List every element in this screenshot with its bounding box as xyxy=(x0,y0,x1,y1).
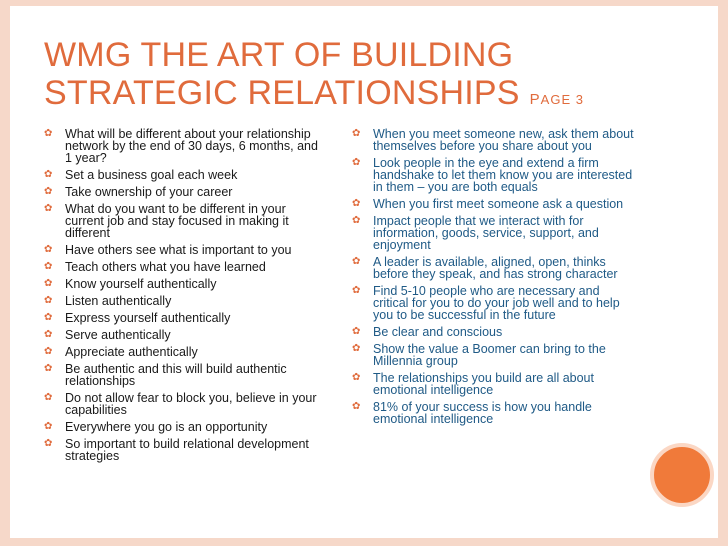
bullet-text: So important to build relational development strategies xyxy=(65,437,309,463)
flower-bullet-icon: ✿ xyxy=(44,346,53,357)
flower-bullet-icon: ✿ xyxy=(352,157,361,168)
bullet-item xyxy=(352,157,636,193)
left-bullet-list xyxy=(44,128,322,462)
slide-frame-left xyxy=(0,0,10,546)
bullet-text: What do you want to be different in your current job and stay focused in making it different xyxy=(65,202,289,240)
flower-bullet-icon: ✿ xyxy=(352,198,361,209)
flower-bullet-icon: ✿ xyxy=(352,401,361,412)
bullet-text: Look people in the eye and extend a firm handshake to let them know you are interested in them – you are both equals xyxy=(373,156,633,194)
flower-bullet-icon: ✿ xyxy=(44,392,53,403)
bullet-item xyxy=(44,244,322,256)
flower-bullet-icon: ✿ xyxy=(352,372,361,383)
bullet-text: Know yourself authentically xyxy=(65,277,217,291)
bullet-text: Everywhere you go is an opportunity xyxy=(65,420,268,434)
bullet-text: When you meet someone new, ask them about themselves before you share about you xyxy=(373,127,634,153)
bullet-item xyxy=(352,343,636,367)
bullet-text: Serve authentically xyxy=(65,328,171,342)
bullet-text: Teach others what you have learned xyxy=(65,260,266,274)
bullet-item xyxy=(44,203,322,239)
bullet-item xyxy=(352,128,636,152)
slide-frame-right xyxy=(718,0,728,546)
bullet-text: A leader is available, aligned, open, thinks before they speak, and has strong character xyxy=(373,255,618,281)
flower-bullet-icon: ✿ xyxy=(44,312,53,323)
flower-bullet-icon: ✿ xyxy=(352,215,361,226)
bullet-text: Appreciate authentically xyxy=(65,345,198,359)
bullet-text: Find 5-10 people who are necessary and critical for you to do your job well and to help you to be successful in the future xyxy=(373,284,620,322)
bullet-item xyxy=(352,285,636,321)
flower-bullet-icon: ✿ xyxy=(44,438,53,449)
bullet-text: Do not allow fear to block you, believe in your capabilities xyxy=(65,391,317,417)
flower-bullet-icon: ✿ xyxy=(352,128,361,139)
bullet-text: Take ownership of your career xyxy=(65,185,233,199)
slide-title xyxy=(44,36,684,119)
flower-bullet-icon: ✿ xyxy=(44,128,53,139)
flower-bullet-icon: ✿ xyxy=(44,186,53,197)
right-bullet-list xyxy=(352,128,636,425)
bullet-item xyxy=(44,363,322,387)
bullet-item xyxy=(44,261,322,273)
flower-bullet-icon: ✿ xyxy=(352,343,361,354)
flower-bullet-icon: ✿ xyxy=(44,278,53,289)
flower-bullet-icon: ✿ xyxy=(44,169,53,180)
bullet-item xyxy=(352,401,636,425)
page-subtitle xyxy=(530,92,584,107)
bullet-item xyxy=(44,421,322,433)
right-bullet-column xyxy=(352,128,636,430)
bullet-item xyxy=(44,346,322,358)
bullet-item xyxy=(44,186,322,198)
bullet-text: Be authentic and this will build authentic relationships xyxy=(65,362,287,388)
bullet-text: The relationships you build are all about emotional intelligence xyxy=(373,371,594,397)
bullet-item xyxy=(352,256,636,280)
page-subtitle-rest: AGE 3 xyxy=(540,92,584,107)
bullet-item xyxy=(44,438,322,462)
bullet-item xyxy=(352,215,636,251)
bullet-text: Listen authentically xyxy=(65,294,172,308)
bullet-text: Show the value a Boomer can bring to the Millennia group xyxy=(373,342,606,368)
flower-bullet-icon: ✿ xyxy=(44,329,53,340)
bullet-text: What will be different about your relationship network by the end of 30 days, 6 months, and 1 year? xyxy=(65,127,318,165)
bullet-item xyxy=(44,278,322,290)
bullet-text: When you first meet someone ask a question xyxy=(373,197,624,211)
decorative-circle xyxy=(650,443,714,507)
page-subtitle-initial: P xyxy=(529,91,541,108)
slide-frame-bottom xyxy=(0,538,728,546)
left-bullet-column xyxy=(44,128,322,467)
bullet-item xyxy=(44,128,322,164)
bullet-item xyxy=(352,326,636,338)
bullet-text: Set a business goal each week xyxy=(65,168,238,182)
flower-bullet-icon: ✿ xyxy=(44,203,53,214)
bullet-text: Impact people that we interact with for information, goods, service, support, and enjoyment xyxy=(373,214,599,252)
flower-bullet-icon: ✿ xyxy=(44,421,53,432)
flower-bullet-icon: ✿ xyxy=(44,244,53,255)
bullet-text: Have others see what is important to you xyxy=(65,243,292,257)
flower-bullet-icon: ✿ xyxy=(352,326,361,337)
bullet-item xyxy=(44,312,322,324)
bullet-item xyxy=(44,392,322,416)
flower-bullet-icon: ✿ xyxy=(352,285,361,296)
flower-bullet-icon: ✿ xyxy=(44,295,53,306)
bullet-item xyxy=(44,295,322,307)
bullet-item xyxy=(352,198,636,210)
flower-bullet-icon: ✿ xyxy=(44,363,53,374)
bullet-item xyxy=(44,169,322,181)
slide-title-text: WMG THE ART OF BUILDING STRATEGIC RELATIONSHIPS xyxy=(44,36,520,112)
bullet-item xyxy=(352,372,636,396)
slide-frame-top xyxy=(0,0,728,6)
bullet-text: Be clear and conscious xyxy=(373,325,503,339)
flower-bullet-icon: ✿ xyxy=(44,261,53,272)
bullet-text: 81% of your success is how you handle emotional intelligence xyxy=(373,400,592,426)
bullet-text: Express yourself authentically xyxy=(65,311,231,325)
flower-bullet-icon: ✿ xyxy=(352,256,361,267)
bullet-item xyxy=(44,329,322,341)
